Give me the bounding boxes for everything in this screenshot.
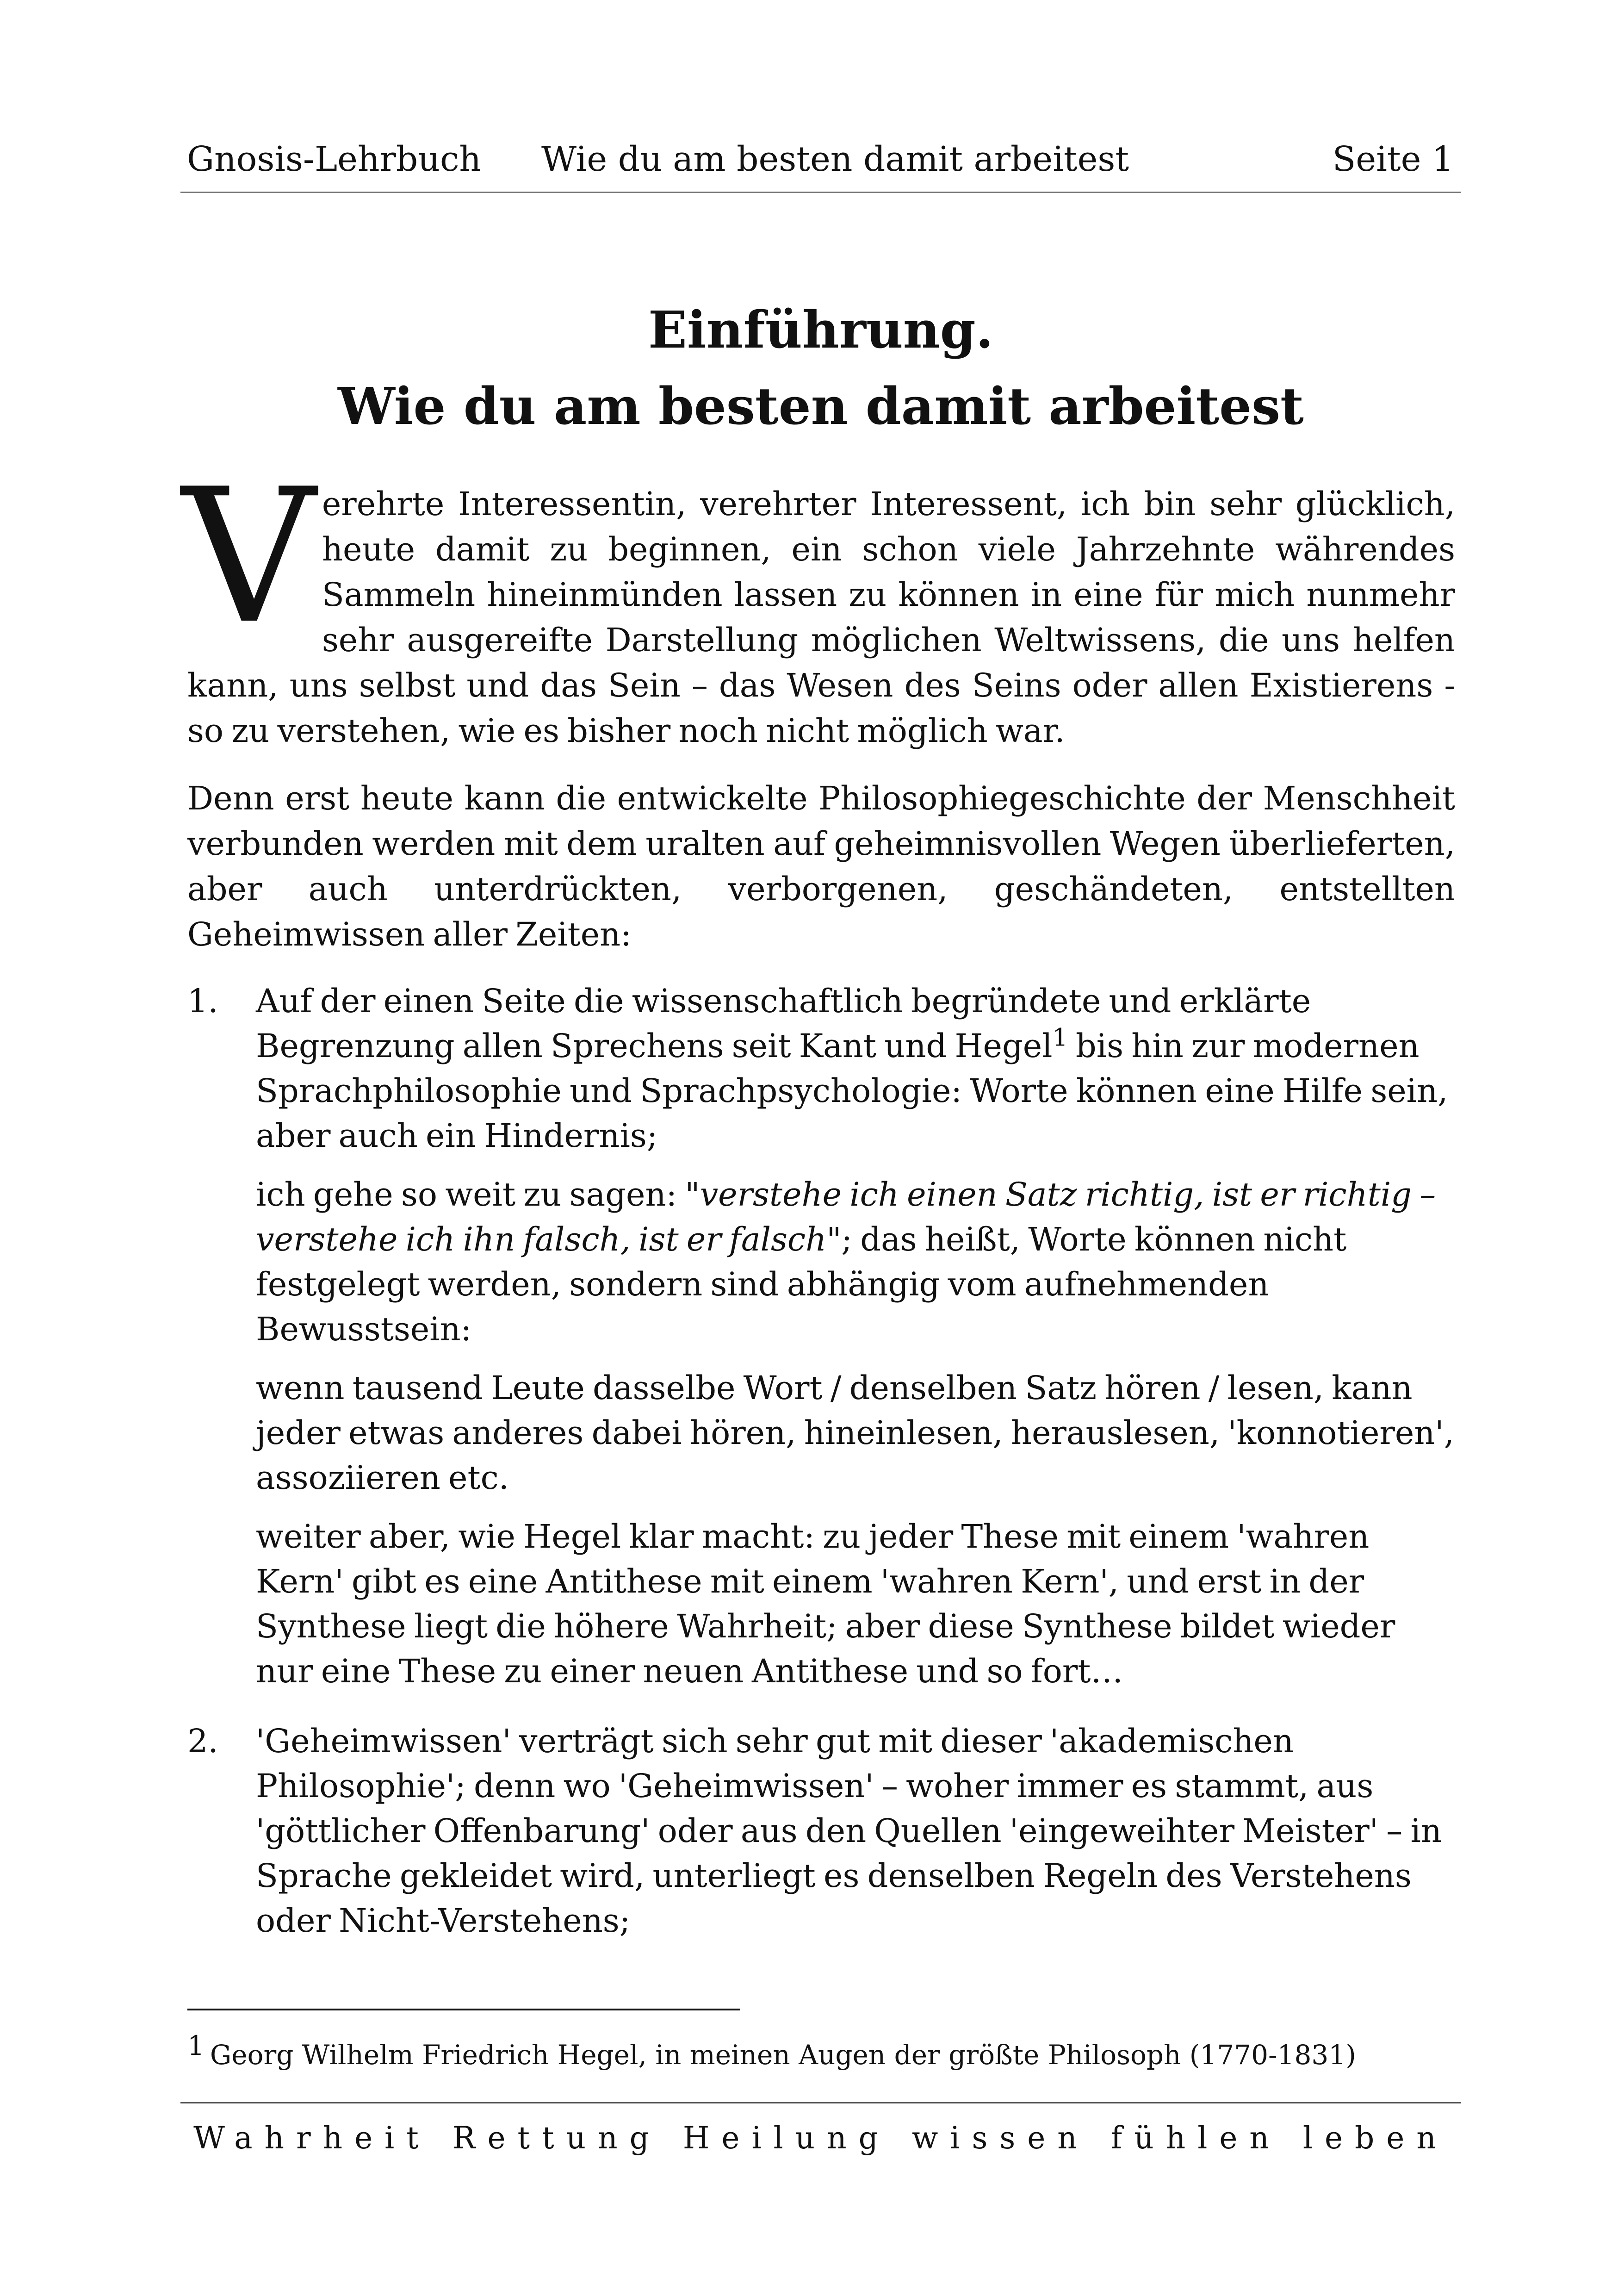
numbered-list: [187, 979, 1455, 1968]
list-item-paragraph: [256, 1172, 1455, 1352]
intro-paragraph: [182, 449, 1455, 753]
list-item-number: 1.: [187, 982, 218, 1020]
footnote: [187, 2029, 1455, 2073]
list-item: [187, 1719, 1455, 1943]
footnote-mark: 1: [187, 2029, 205, 2061]
intro-text: erehrte Interessentin, verehrter Interessent, ich bin sehr glücklich, heute damit zu beginnen, ein schon viele Jahrzehnte währendes Sammeln hineinmünden lassen zu können in eine für mich nunmehr sehr ausgereifte Darstellung möglichen Weltwissens, die uns helfen kann, uns selbst und das Sein – das Wesen des Seins oder allen Existierens - so zu verstehen, wie es bisher noch nicht möglich war.: [187, 485, 1455, 750]
list-item-text: bis hin zur modernen Sprachphilosophie und Sprachpsychologie: Worte können eine Hilfe sein, aber auch ein Hindernis;: [256, 1027, 1448, 1155]
list-item-paragraph: 'Geheimwissen' verträgt sich sehr gut mit dieser 'akademischen Philosophie'; denn wo 'Geheimwissen' – woher immer es stammt, aus 'göttlicher Offenbarung' oder aus den Quellen 'eingeweihter Meister' – in Sprache gekleidet wird, unterliegt es denselben Regeln des Verstehens oder Nicht-Verstehens;: [256, 1722, 1442, 1940]
list-item-number: 2.: [187, 1722, 218, 1760]
chapter-title: [180, 292, 1461, 444]
header-book-title: Gnosis-Lehrbuch: [187, 139, 482, 179]
drop-cap: V: [182, 449, 316, 665]
second-paragraph: Denn erst heute kann die entwickelte Philosophiegeschichte der Menschheit verbunden werden mit dem uralten auf geheimnisvollen Wegen überlieferten, aber auch unterdrückten, verborgenen, geschändeten, entstellten Geheimwissen aller Zeiten:: [187, 779, 1455, 953]
footnote-reference[interactable]: 1: [1052, 1024, 1068, 1052]
footer-separator: [180, 2102, 1461, 2103]
list-item-paragraph: weiter aber, wie Hegel klar macht: zu jeder These mit einem 'wahren Kern' gibt es eine Antithese mit einem 'wahren Kern', und erst in der Synthese liegt die höhere Wahrheit; aber diese Synthese bildet wieder nur eine These zu einer neuen Antithese und so fort…: [256, 1518, 1395, 1690]
footnote-text: Georg Wilhelm Friedrich Hegel, in meinen Augen der größte Philosoph (1770-1831): [210, 2039, 1356, 2071]
list-item-text: Auf der einen Seite die wissenschaftlich begründete und erklärte Begrenzung allen Sprechens seit Kant und Hegel: [256, 982, 1311, 1065]
chapter-title-line1: Einführung.: [648, 300, 993, 360]
list-item-text: ich gehe so weit zu sagen:: [256, 1176, 685, 1213]
footer-motto: Wahrheit Rettung Heilung wissen fühlen leben: [193, 2120, 1448, 2156]
running-header: [180, 137, 1461, 193]
quoted-statement: "verstehe ich einen Satz richtig, ist er richtig – verstehe ich ihn falsch, ist er falsch": [256, 1176, 1436, 1258]
header-page-number: Seite 1: [1332, 139, 1454, 179]
list-item: [187, 979, 1455, 1694]
list-item-text: ; das heißt, Worte können nicht festgelegt werden, sondern sind abhängig vom aufnehmenden Bewusstsein:: [256, 1220, 1347, 1348]
list-item-paragraph: [256, 979, 1455, 1158]
list-item-paragraph: wenn tausend Leute dasselbe Wort / denselben Satz hören / lesen, kann jeder etwas anderes dabei hören, hineinlesen, herauslesen, 'konnotieren', assoziieren etc.: [256, 1369, 1454, 1497]
chapter-title-line2: Wie du am besten damit arbeitest: [338, 376, 1304, 436]
header-chapter-title: Wie du am besten damit arbeitest: [541, 139, 1129, 179]
footnote-separator: [187, 2009, 740, 2010]
